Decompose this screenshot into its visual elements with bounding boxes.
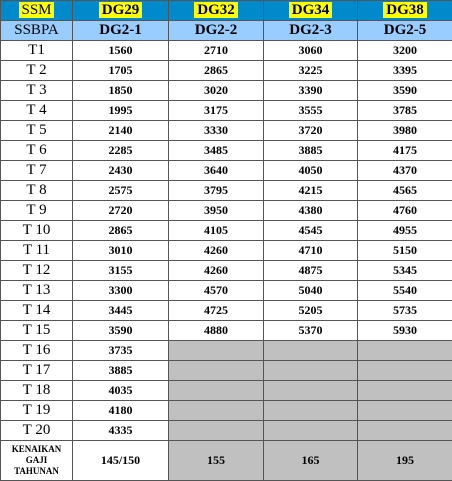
table-row: [1, 401, 452, 421]
table-row: [1, 41, 452, 61]
salary-value-cell: 2865: [169, 61, 264, 81]
salary-value-cell: 4035: [73, 381, 169, 401]
row-level-label: T 11: [1, 241, 73, 261]
row-level-label: T 3: [1, 81, 73, 101]
empty-cell: [264, 341, 358, 361]
empty-cell: [264, 421, 358, 441]
table-row: [1, 281, 452, 301]
salary-value-cell: 5370: [264, 321, 358, 341]
salary-value-cell: 4380: [264, 201, 358, 221]
salary-value-cell: 4875: [264, 261, 358, 281]
sub-header-grade-dg2-2: DG2-2: [169, 21, 264, 41]
salary-value-cell: 1995: [73, 101, 169, 121]
salary-value-cell: 4260: [169, 261, 264, 281]
annual-increment-value: 155: [169, 441, 264, 481]
salary-value-cell: 1850: [73, 81, 169, 101]
sub-header-grade-dg2-3: DG2-3: [264, 21, 358, 41]
salary-value-cell: 2720: [73, 201, 169, 221]
empty-cell: [358, 341, 452, 361]
salary-value-cell: 4105: [169, 221, 264, 241]
salary-value-cell: 3395: [358, 61, 452, 81]
table-row: [1, 141, 452, 161]
salary-value-cell: 3060: [264, 41, 358, 61]
header-cell-grade: [169, 1, 264, 21]
salary-value-cell: 3390: [264, 81, 358, 101]
empty-cell: [169, 421, 264, 441]
salary-value-cell: 3785: [358, 101, 452, 121]
salary-value-cell: 4370: [358, 161, 452, 181]
row-level-label: T 8: [1, 181, 73, 201]
salary-value-cell: 5150: [358, 241, 452, 261]
salary-value-cell: 3950: [169, 201, 264, 221]
salary-value-cell: 5040: [264, 281, 358, 301]
empty-cell: [264, 401, 358, 421]
salary-value-cell: 1560: [73, 41, 169, 61]
salary-value-cell: 3020: [169, 81, 264, 101]
row-level-label: T 5: [1, 121, 73, 141]
table-row: [1, 321, 452, 341]
table-row: [1, 361, 452, 381]
header-grade-dg32: DG32: [194, 2, 238, 18]
sub-header-label-ssbpa: SSBPA: [1, 21, 73, 41]
salary-value-cell: 5930: [358, 321, 452, 341]
salary-value-cell: 3225: [264, 61, 358, 81]
header-grade-dg34: DG34: [289, 2, 333, 18]
salary-value-cell: 3010: [73, 241, 169, 261]
header-cell-grade: [264, 1, 358, 21]
empty-cell: [358, 401, 452, 421]
empty-cell: [264, 361, 358, 381]
salary-value-cell: 5540: [358, 281, 452, 301]
salary-value-cell: 3590: [73, 321, 169, 341]
salary-value-cell: 3640: [169, 161, 264, 181]
annual-increment-label-line: KENAIKAN: [1, 444, 72, 455]
annual-increment-label-line: GAJI: [1, 455, 72, 466]
salary-value-cell: 4545: [264, 221, 358, 241]
salary-value-cell: 4335: [73, 421, 169, 441]
table-row: [1, 381, 452, 401]
salary-value-cell: 3555: [264, 101, 358, 121]
salary-value-cell: 4710: [264, 241, 358, 261]
row-level-label: T 20: [1, 421, 73, 441]
salary-value-cell: 2865: [73, 221, 169, 241]
salary-value-cell: 3175: [169, 101, 264, 121]
empty-cell: [358, 361, 452, 381]
header-label-ssm: SSM: [19, 2, 53, 18]
sub-header-grade-dg2-5: DG2-5: [358, 21, 452, 41]
table-row: [1, 421, 452, 441]
salary-value-cell: 3155: [73, 261, 169, 281]
row-level-label: T 16: [1, 341, 73, 361]
table-row: [1, 61, 452, 81]
salary-value-cell: 5735: [358, 301, 452, 321]
table-row: [1, 221, 452, 241]
salary-value-cell: 3735: [73, 341, 169, 361]
table-row: [1, 161, 452, 181]
header-cell-grade: [358, 1, 452, 21]
empty-cell: [169, 381, 264, 401]
salary-value-cell: 3590: [358, 81, 452, 101]
annual-increment-value: 165: [264, 441, 358, 481]
salary-value-cell: 2575: [73, 181, 169, 201]
table-row: [1, 301, 452, 321]
empty-cell: [264, 381, 358, 401]
row-level-label: T 14: [1, 301, 73, 321]
salary-value-cell: 3885: [264, 141, 358, 161]
header-row-ssm: [1, 1, 452, 21]
annual-increment-label-line: TAHUNAN: [1, 466, 72, 477]
salary-value-cell: 4760: [358, 201, 452, 221]
salary-value-cell: 5345: [358, 261, 452, 281]
salary-value-cell: 4880: [169, 321, 264, 341]
table-row: [1, 181, 452, 201]
table-row: [1, 341, 452, 361]
salary-table-body: [1, 1, 452, 481]
empty-cell: [358, 421, 452, 441]
row-level-label: T 10: [1, 221, 73, 241]
empty-cell: [169, 361, 264, 381]
row-level-label: T 7: [1, 161, 73, 181]
salary-value-cell: 3445: [73, 301, 169, 321]
table-row: [1, 241, 452, 261]
row-level-label: T 6: [1, 141, 73, 161]
salary-value-cell: 3980: [358, 121, 452, 141]
row-level-label: T 12: [1, 261, 73, 281]
row-level-label: T 4: [1, 101, 73, 121]
salary-value-cell: 1705: [73, 61, 169, 81]
salary-value-cell: 2430: [73, 161, 169, 181]
row-level-label: T 17: [1, 361, 73, 381]
header-row-ssbpa: [1, 21, 452, 41]
header-cell-label: [1, 1, 73, 21]
salary-value-cell: 4570: [169, 281, 264, 301]
salary-value-cell: 3485: [169, 141, 264, 161]
salary-value-cell: 4955: [358, 221, 452, 241]
table-row: [1, 201, 452, 221]
table-row: [1, 101, 452, 121]
salary-value-cell: 4050: [264, 161, 358, 181]
annual-increment-value: 195: [358, 441, 452, 481]
row-level-label: T 18: [1, 381, 73, 401]
salary-value-cell: 3330: [169, 121, 264, 141]
table-row: [1, 121, 452, 141]
row-level-label: T 2: [1, 61, 73, 81]
salary-value-cell: 2710: [169, 41, 264, 61]
row-level-label: T 13: [1, 281, 73, 301]
salary-value-cell: 4260: [169, 241, 264, 261]
salary-value-cell: 4565: [358, 181, 452, 201]
header-grade-dg38: DG38: [383, 2, 427, 18]
salary-value-cell: 3300: [73, 281, 169, 301]
salary-value-cell: 4725: [169, 301, 264, 321]
table-row: [1, 81, 452, 101]
salary-value-cell: 4175: [358, 141, 452, 161]
salary-value-cell: 3795: [169, 181, 264, 201]
salary-value-cell: 4180: [73, 401, 169, 421]
table-row: [1, 261, 452, 281]
annual-increment-label: [1, 441, 73, 481]
header-grade-dg29: DG29: [99, 2, 143, 18]
row-level-label: T 9: [1, 201, 73, 221]
salary-value-cell: 3200: [358, 41, 452, 61]
row-level-label: T 15: [1, 321, 73, 341]
empty-cell: [169, 401, 264, 421]
salary-value-cell: 4215: [264, 181, 358, 201]
salary-value-cell: 3885: [73, 361, 169, 381]
annual-increment-value: 145/150: [73, 441, 169, 481]
salary-value-cell: 2285: [73, 141, 169, 161]
row-level-label: T 19: [1, 401, 73, 421]
empty-cell: [169, 341, 264, 361]
salary-value-cell: 5205: [264, 301, 358, 321]
header-cell-grade: [73, 1, 169, 21]
salary-value-cell: 3720: [264, 121, 358, 141]
salary-value-cell: 2140: [73, 121, 169, 141]
sub-header-grade-dg2-1: DG2-1: [73, 21, 169, 41]
empty-cell: [358, 381, 452, 401]
row-level-label: T1: [1, 41, 73, 61]
annual-increment-row: [1, 441, 452, 481]
